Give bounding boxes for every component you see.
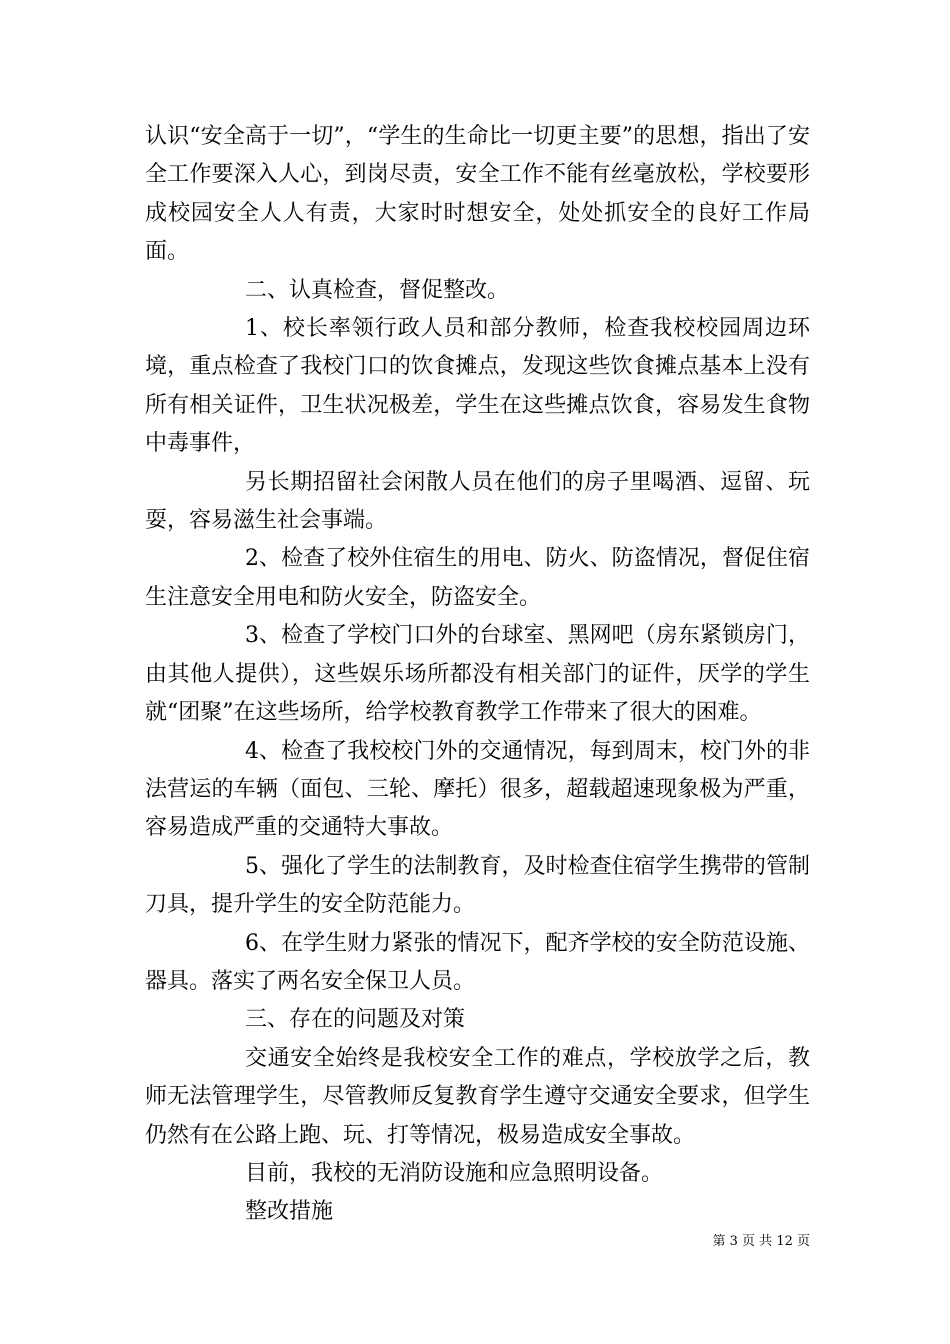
paragraph-item-3: 3、检查了学校门口外的台球室、黑网吧（房东紧锁房门，由其他人提供），这些娱乐场所都没有相关部门的证件，厌学的学生就“团聚”在这些场所，给学校教育教学工作带来了很大的困难。: [145, 623, 810, 726]
paragraph-item-2: 2、检查了校外住宿生的用电、防火、防盗情况，督促住宿生注意安全用电和防火安全，防盗安全。: [145, 546, 810, 610]
paragraph-item-1-continued: 另长期招留社会闲散人员在他们的房子里喝酒、逗留、玩耍，容易滋生社会事端。: [145, 469, 810, 534]
paragraph-traffic-safety: 交通安全始终是我校安全工作的难点，学校放学之后，教师无法管理学生，尽管教师反复教育学生遵守交通安全要求，但学生仍然有在公路上跑、玩、打等情况，极易造成安全事故。: [145, 1045, 810, 1148]
section-heading-measures: 整改措施: [245, 1199, 334, 1225]
paragraph-item-1: 1、校长率领行政人员和部分教师，检查我校校园周边环境，重点检查了我校门口的饮食摊点，发现这些饮食摊点基本上没有所有相关证件，卫生状况极差，学生在这些摊点饮食，容易发生食物中毒事件，: [145, 316, 810, 457]
paragraph-item-6: 6、在学生财力紧张的情况下，配齐学校的安全防范设施、器具。落实了两名安全保卫人员。: [145, 930, 810, 994]
paragraph-item-4: 4、检查了我校校门外的交通情况，每到周末，校门外的非法营运的车辆（面包、三轮、摩托）很多，超载超速现象极为严重，容易造成严重的交通特大事故。: [145, 738, 810, 841]
document-body: [145, 118, 810, 1232]
page-number: 第 3 页 共 12 页: [712, 1234, 810, 1249]
paragraph-fire-facilities: 目前，我校的无消防设施和应急照明设备。: [245, 1160, 664, 1186]
paragraph-intro: 认识“安全高于一切”，“学生的生命比一切更主要”的思想，指出了安全工作要深入人心，到岗尽责，安全工作不能有丝毫放松，学校要形成校园安全人人有责，大家时时想安全，处处抓安全的良好工作局面。: [145, 124, 810, 265]
paragraph-item-5: 5、强化了学生的法制教育，及时检查住宿学生携带的管制刀具，提升学生的安全防范能力。: [145, 853, 810, 918]
section-heading-inspection: 二、认真检查，督促整改。: [245, 277, 510, 303]
section-heading-problems: 三、存在的问题及对策: [245, 1007, 466, 1033]
